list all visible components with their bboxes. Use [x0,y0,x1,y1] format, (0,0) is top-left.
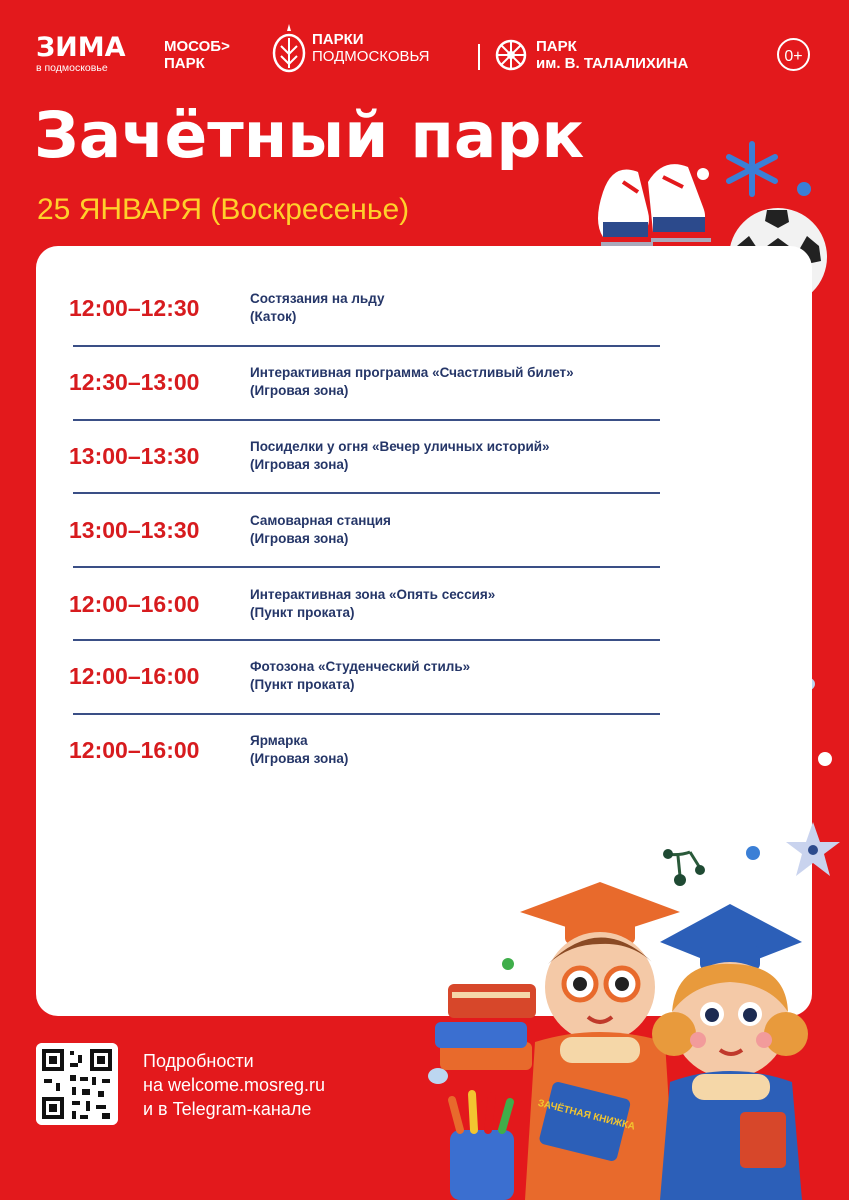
schedule-place: (Пункт проката) [250,605,355,620]
row-divider [73,419,660,421]
schedule-time: 12:00–16:00 [69,591,200,617]
decor-dot [502,958,514,970]
decor-dot [797,182,811,196]
mosoblpark-logo [164,38,230,72]
schedule-place: (Каток) [250,309,297,324]
schedule-time: 13:00–13:30 [69,443,200,469]
schedule-event: Фотозона «Студенческий стиль» [250,659,471,674]
row-divider [73,345,660,347]
schedule-place: (Игровая зона) [250,751,349,766]
schedule-place: (Игровая зона) [250,457,349,472]
footer-link-line[interactable]: на welcome.mosreg.ru [143,1075,326,1095]
schedule-event: Интерактивная зона «Опять сессия» [250,587,496,602]
park-logo-line2: им. В. ТАЛАЛИХИНА [536,55,689,72]
schedule-event: Посиделки у огня «Вечер уличных историй» [250,439,550,454]
decor-dot [428,1068,448,1084]
event-date: 25 ЯНВАРЯ (Воскресенье) [37,193,410,226]
mosoblpark-logo-line2: ПАРК [164,55,205,72]
decor-dot [746,846,760,860]
footer-line: и в Telegram-канале [143,1099,312,1119]
mosoblpark-logo-line1: МОСОБ> [164,38,230,55]
park-logo-line1: ПАРК [536,38,577,55]
parki-logo-line2: ПОДМОСКОВЬЯ [312,48,430,65]
students-illustration [430,872,840,1200]
book-label: ЗАЧЁТНАЯ КНИЖКА [536,1097,637,1133]
age-rating-badge: 0+ [777,38,810,71]
schedule-event: Состязания на льду [250,291,385,306]
schedule-time: 12:00–16:00 [69,663,200,689]
snowflake-icon [723,140,781,198]
park-talalikhina-logo [494,38,688,72]
decor-dot [818,752,832,766]
schedule-place: (Игровая зона) [250,531,349,546]
row-divider [73,566,660,568]
zima-logo [36,34,126,74]
zima-logo-subtitle: в подмосковье [36,62,108,74]
row-divider [73,713,660,715]
zima-logo-title: ЗИМА [36,32,126,63]
schedule-event: Самоварная станция [250,513,391,528]
footer-line: Подробности [143,1051,254,1071]
decor-dot [697,168,709,180]
page-title: Зачётный парк [34,99,585,172]
footer-info [143,1049,325,1121]
parki-podmoskovya-logo [272,22,430,74]
ferris-wheel-icon [494,38,528,72]
row-divider [73,639,660,641]
pinecone-icon [272,22,306,74]
schedule-event: Интерактивная программа «Счастливый билет» [250,365,574,380]
schedule-time: 13:00–13:30 [69,517,200,543]
row-divider [73,492,660,494]
schedule-place: (Пункт проката) [250,677,355,692]
parki-logo-line1: ПАРКИ [312,31,364,48]
schedule-time: 12:00–12:30 [69,295,200,321]
logo-separator [478,44,480,70]
schedule-event: Ярмарка [250,733,308,748]
qr-code[interactable] [36,1043,118,1125]
schedule-place: (Игровая зона) [250,383,349,398]
schedule-time: 12:00–16:00 [69,737,200,763]
schedule-time: 12:30–13:00 [69,369,200,395]
